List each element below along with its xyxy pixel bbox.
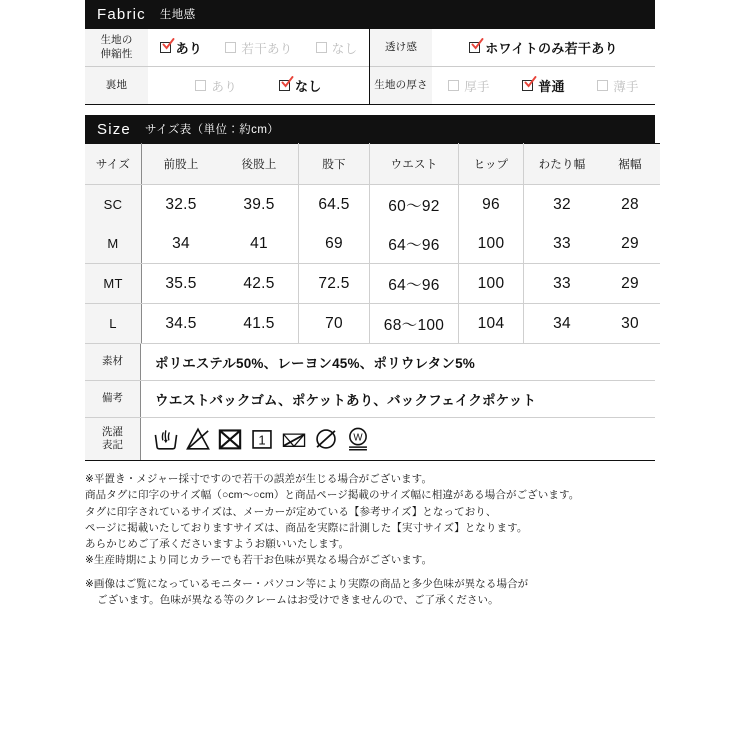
cell-waist: 64〜96 — [370, 264, 459, 304]
checkbox-box-icon — [195, 80, 206, 91]
cell-hem-width: 30 — [600, 304, 660, 344]
checkbox-stretch-ari-label: あり — [175, 41, 203, 56]
checkbox-stretch-jakkan[interactable] — [225, 39, 292, 57]
checkbox-thickness-usude-label: 薄手 — [613, 79, 639, 94]
cell-back-rise: 41 — [220, 224, 299, 264]
col-header-waist: ウエスト — [370, 144, 459, 185]
cell-front-rise: 34 — [142, 224, 221, 264]
table-row — [85, 185, 660, 225]
table-row — [85, 264, 660, 304]
svg-text:1: 1 — [258, 432, 266, 448]
checkbox-box-icon — [448, 80, 459, 91]
cell-size-name: SC — [85, 185, 142, 225]
fabric-attributes-table — [85, 28, 655, 105]
checkbox-box-icon — [160, 42, 171, 53]
fabric-row-lining-options — [148, 67, 369, 104]
material-row — [85, 344, 655, 381]
fabric-row-stretch-options — [148, 29, 369, 66]
cell-front-rise: 34.5 — [142, 304, 221, 344]
fabric-row-thickness — [370, 67, 655, 104]
col-header-front-rise: 前股上 — [142, 144, 221, 185]
fabric-row-stretch — [85, 29, 369, 67]
table-row — [85, 224, 660, 264]
checkbox-lining-ari[interactable] — [195, 77, 237, 95]
checkbox-thickness-usude[interactable] — [597, 77, 639, 95]
remarks-value: ウエストバックゴム、ポケットあり、バックフェイクポケット — [155, 393, 537, 408]
checkbox-lining-nashi-label: なし — [295, 79, 322, 94]
fabric-row-stretch-label-line2: 伸縮性 — [100, 47, 133, 60]
no-flat-dry-icon — [281, 426, 307, 452]
cell-front-rise: 35.5 — [142, 264, 221, 304]
checkmark-icon — [281, 76, 294, 89]
no-tumble-dry-icon — [217, 426, 243, 452]
cell-hip: 104 — [459, 304, 524, 344]
no-dry-clean-icon — [313, 426, 339, 452]
fabric-banner-title-en: Fabric — [97, 5, 146, 23]
col-header-inseam: 股下 — [299, 144, 370, 185]
col-header-thigh-width: わたり幅 — [524, 144, 601, 185]
note-line-6: ※生産時期により同じカラーでも若干お色味が異なる場合がございます。 — [85, 554, 433, 567]
table-row — [85, 304, 660, 344]
col-header-size: サイズ — [85, 144, 142, 185]
size-section-banner — [85, 115, 655, 143]
fabric-section-banner — [85, 0, 655, 28]
cell-thigh-width: 33 — [524, 224, 601, 264]
checkbox-stretch-nashi-label: なし — [331, 41, 358, 56]
note-line-8: ございます。色味が異なる等のクレームはお受けできませんので、ご了承ください。 — [97, 593, 499, 606]
fabric-row-thickness-label-text: 生地の厚さ — [374, 78, 428, 91]
checkbox-thickness-atsude[interactable] — [448, 77, 490, 95]
cell-inseam: 64.5 — [299, 185, 370, 225]
material-value: ポリエステル50%、レーヨン45%、ポリウレタン5% — [155, 356, 475, 371]
checkbox-box-icon — [279, 80, 290, 91]
cell-waist: 68〜100 — [370, 304, 459, 344]
fabric-row-thickness-options — [432, 67, 655, 104]
care-label-line2: 表記 — [102, 439, 123, 451]
checkbox-box-icon — [469, 42, 480, 53]
size-table-head — [85, 144, 660, 185]
cell-hip: 96 — [459, 185, 524, 225]
checkbox-box-icon — [225, 42, 236, 53]
checkmark-icon — [524, 76, 537, 89]
cell-size-name: L — [85, 304, 142, 344]
fabric-row-stretch-label-line1: 生地の — [100, 34, 133, 47]
note-line-3: タグに印字されているサイズは、メーカーが定めている【参考サイズ】となっており、 — [85, 505, 497, 518]
cell-back-rise: 39.5 — [220, 185, 299, 225]
size-banner-title-en: Size — [97, 120, 131, 138]
note-line-2: 商品タグに印字のサイズ幅（○cm〜○cm）と商品ページ掲載のサイズ幅に相違がある場合がございます。 — [85, 489, 580, 502]
note-line-7: ※画像はご覧になっているモニター・パソコン等により実際の商品と多少色味が異なる場合が — [85, 577, 529, 590]
fabric-row-sheerness-options — [432, 29, 655, 66]
cell-back-rise: 41.5 — [220, 304, 299, 344]
size-banner-title-jp: サイズ表（単位：約cm） — [144, 124, 280, 136]
iron-one-dot-icon — [249, 426, 275, 452]
checkbox-thickness-futsuu-label: 普通 — [538, 79, 565, 94]
cell-hem-width: 29 — [600, 264, 660, 304]
cell-inseam: 70 — [299, 304, 370, 344]
care-instructions-label — [85, 418, 141, 460]
cell-size-name: MT — [85, 264, 142, 304]
fabric-row-stretch-label — [85, 29, 148, 66]
checkbox-thickness-futsuu[interactable] — [522, 76, 565, 95]
cell-back-rise: 42.5 — [220, 264, 299, 304]
fabric-row-lining-label-text: 裏地 — [105, 78, 128, 91]
no-bleach-icon — [185, 426, 211, 452]
cell-hem-width: 28 — [621, 195, 639, 213]
checkmark-icon — [162, 38, 175, 51]
size-table — [85, 143, 660, 344]
cell-hip: 100 — [459, 264, 524, 304]
remarks-row — [85, 381, 655, 418]
checkmark-icon — [471, 38, 484, 51]
cell-waist: 60〜92 — [370, 185, 459, 225]
fabric-row-sheerness-label — [370, 29, 432, 66]
col-header-hip: ヒップ — [459, 144, 524, 185]
note-line-4: ページに掲載いたしておりますサイズは、商品を実際に計測した【実寸サイズ】となります。 — [85, 521, 528, 534]
size-section — [85, 115, 655, 461]
note-line-5: あらかじめご了承くださいますようお願いいたします。 — [85, 538, 350, 551]
fabric-row-sheerness — [370, 29, 655, 67]
checkbox-sheerness-white-slight-label: ホワイトのみ若干あり — [485, 41, 618, 56]
wet-clean-w-icon — [345, 426, 371, 452]
fabric-banner-title-jp: 生地感 — [159, 9, 196, 21]
cell-inseam: 69 — [299, 224, 370, 264]
cell-thigh-width: 34 — [524, 304, 601, 344]
cell-hip: 100 — [459, 224, 524, 264]
fabric-row-sheerness-label-text: 透け感 — [384, 40, 418, 53]
fabric-row-lining-label — [85, 67, 148, 104]
cell-thigh-width: 32 — [553, 195, 571, 213]
fabric-column-right — [370, 29, 655, 104]
size-table-body — [85, 185, 660, 344]
checkbox-sheerness-white-slight[interactable] — [469, 38, 618, 57]
cell-size-name: M — [85, 224, 142, 264]
cell-front-rise: 32.5 — [165, 195, 197, 213]
fabric-row-lining — [85, 67, 369, 104]
checkbox-lining-ari-label: あり — [211, 79, 237, 94]
care-symbols-group — [141, 418, 655, 460]
checkbox-stretch-nashi[interactable] — [316, 39, 358, 57]
checkbox-thickness-atsude-label: 厚手 — [464, 79, 490, 94]
material-label: 素材 — [85, 344, 141, 380]
fabric-column-left — [85, 29, 370, 104]
spec-sheet — [85, 0, 655, 608]
checkbox-lining-nashi[interactable] — [279, 76, 322, 95]
checkbox-box-icon — [316, 42, 327, 53]
care-instructions-row — [85, 418, 655, 461]
checkbox-box-icon — [597, 80, 608, 91]
care-label-line1: 洗濯 — [102, 425, 123, 438]
hand-wash-icon — [153, 426, 179, 452]
note-line-1: ※平置き・メジャー採寸ですので若干の誤差が生じる場合がございます。 — [85, 473, 433, 485]
col-header-back-rise: 後股上 — [220, 144, 299, 185]
disclaimer-notes — [85, 471, 655, 608]
cell-waist: 64〜96 — [370, 224, 459, 264]
fabric-row-thickness-label — [370, 67, 432, 104]
cell-thigh-width: 33 — [524, 264, 601, 304]
checkbox-stretch-jakkan-label: 若干あり — [241, 41, 293, 56]
cell-inseam: 72.5 — [299, 264, 370, 304]
checkbox-stretch-ari[interactable] — [160, 38, 203, 57]
col-header-hem-width: 裾幅 — [600, 144, 660, 185]
size-table-header-row — [85, 144, 660, 185]
svg-text:W: W — [353, 432, 363, 444]
remarks-label: 備考 — [85, 381, 141, 417]
cell-hem-width: 29 — [600, 224, 660, 264]
checkbox-box-icon — [522, 80, 533, 91]
